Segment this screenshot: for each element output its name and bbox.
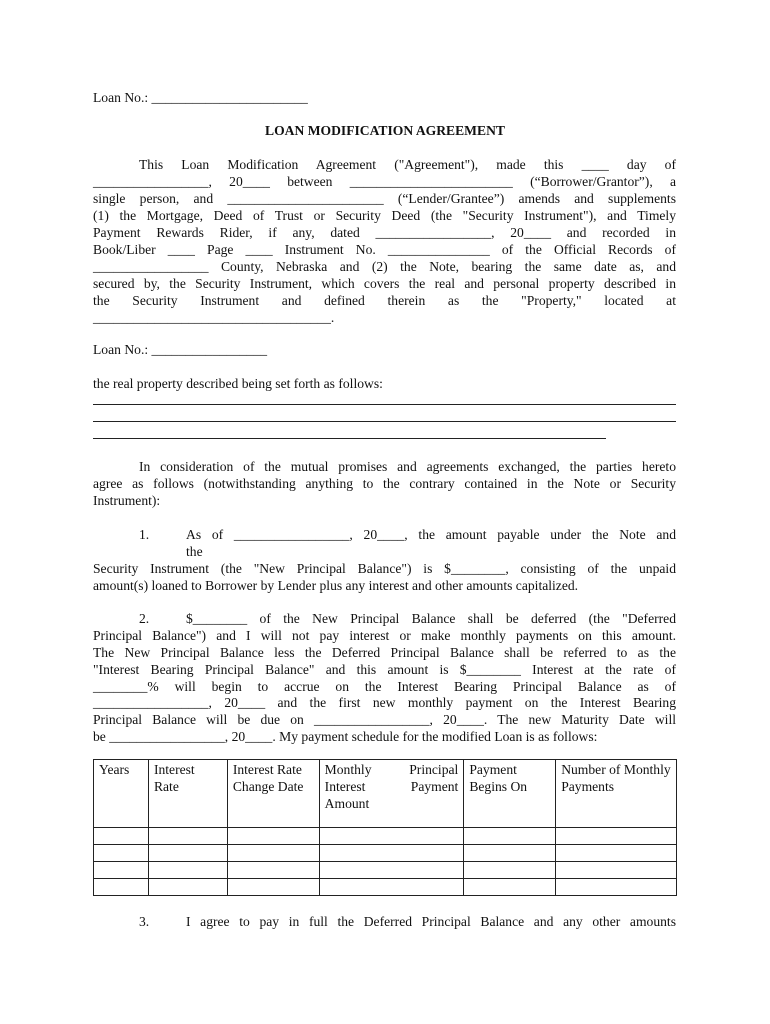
table-cell: [148, 879, 227, 896]
header-interest-rate: Interest Rate: [148, 760, 227, 828]
table-cell: [227, 879, 319, 896]
loan-number-second: Loan No.: _________________: [93, 342, 268, 357]
table-cell: [148, 828, 227, 845]
item-2-line-4: "Interest Bearing Principal Balance" and this amount is $________ Interest at the rate of: [93, 662, 676, 677]
intro-line-8: secured by, the Security Instrument, which covers the real and personal property described in: [93, 276, 676, 291]
intro-line-3: single person, and _______________________ (“Lender/Grantee”) amends and supplements: [93, 191, 676, 206]
table-cell: [227, 862, 319, 879]
table-cell: [148, 845, 227, 862]
property-intro: the real property described being set forth as follows:: [93, 376, 383, 391]
consideration-line-2: agree as follows (notwithstanding anything to the contrary contained in the Note or Security: [93, 476, 676, 491]
table-cell: [556, 828, 677, 845]
item-2-line-2: Principal Balance") and I will not pay interest or make monthly payments on this amount.: [93, 628, 676, 643]
header-number-of-payments: Number of Monthly Payments: [556, 760, 677, 828]
item-3-number: 3.: [139, 914, 150, 929]
item-1-line-2: the: [186, 544, 203, 559]
header-rate-change-date: Interest Rate Change Date: [227, 760, 319, 828]
table-cell: [556, 845, 677, 862]
table-cell: [464, 828, 556, 845]
table-row: [94, 828, 677, 845]
table-cell: [556, 862, 677, 879]
intro-line-6: Book/Liber ____ Page ____ Instrument No. _______________ of the Official Records of: [93, 242, 676, 257]
header-years: Years: [94, 760, 149, 828]
table-cell: [94, 862, 149, 879]
table-cell: [319, 845, 464, 862]
table-cell: [227, 828, 319, 845]
header-payment-begins-on: Payment Begins On: [464, 760, 556, 828]
intro-line-4: (1) the Mortgage, Deed of Trust or Security Deed (the "Security Instrument"), and Timely: [93, 208, 676, 223]
table-cell: [94, 828, 149, 845]
table-cell: [227, 845, 319, 862]
item-1-line-4: amount(s) loaned to Borrower by Lender plus any interest and other amounts capitalized.: [93, 578, 579, 593]
item-2-line-5: ________% will begin to accrue on the Interest Bearing Principal Balance as of: [93, 679, 676, 694]
table-header-row: [94, 760, 677, 828]
item-1-number: 1.: [139, 527, 150, 542]
item-2-line-7: Principal Balance will be due on _________________, 20____. The new Maturity Date will: [93, 712, 676, 727]
property-description-line-2: [93, 421, 676, 422]
item-3-line-1: I agree to pay in full the Deferred Principal Balance and any other amounts: [186, 914, 676, 929]
item-2-number: 2.: [139, 611, 150, 626]
table-cell: [464, 879, 556, 896]
table-row: [94, 879, 677, 896]
item-2-line-8: be _________________, 20____. My payment schedule for the modified Loan is as follows:: [93, 729, 598, 744]
item-2-line-6: _________________, 20____ and the first new monthly payment on the Interest Bearing: [93, 695, 676, 710]
table-row: [94, 862, 677, 879]
item-1-line-3: Security Instrument (the "New Principal Balance") is $________, consisting of the unpaid: [93, 561, 676, 576]
intro-line-1: This Loan Modification Agreement ("Agreement"), made this ____ day of: [139, 157, 676, 172]
table-cell: [319, 862, 464, 879]
consideration-line-1: In consideration of the mutual promises and agreements exchanged, the parties hereto: [139, 459, 676, 474]
table-cell: [464, 862, 556, 879]
table-cell: [319, 828, 464, 845]
header-monthly-payment-amount: Monthly Principal Interest Payment Amount: [319, 760, 464, 828]
property-description-line-3: [93, 438, 606, 439]
table-cell: [556, 879, 677, 896]
table-cell: [94, 879, 149, 896]
intro-line-5: Payment Rewards Rider, if any, dated _________________, 20____ and recorded in: [93, 225, 676, 240]
consideration-line-3: Instrument):: [93, 493, 161, 508]
intro-line-10: ___________________________________.: [93, 310, 335, 325]
document-title: LOAN MODIFICATION AGREEMENT: [265, 123, 505, 138]
item-2-line-3: The New Principal Balance less the Deferred Principal Balance shall be referred to as the: [93, 645, 676, 660]
payment-schedule-table: [93, 759, 677, 896]
property-description-line-1: [93, 404, 676, 405]
item-2-line-1: $________ of the New Principal Balance shall be deferred (the "Deferred: [186, 611, 676, 626]
intro-line-2: _________________, 20____ between ________________________ (“Borrower/Grantor”), a: [93, 174, 676, 189]
item-1-line-1: As of _________________, 20____, the amount payable under the Note and: [186, 527, 676, 542]
intro-line-9: the Security Instrument and defined therein as the "Property," located at: [93, 293, 676, 308]
table-cell: [148, 862, 227, 879]
table-row: [94, 845, 677, 862]
loan-number-header: Loan No.: _______________________: [93, 90, 308, 105]
intro-line-7: _________________ County, Nebraska and (2) the Note, bearing the same date as, and: [93, 259, 676, 274]
table-cell: [464, 845, 556, 862]
table-cell: [319, 879, 464, 896]
table-cell: [94, 845, 149, 862]
